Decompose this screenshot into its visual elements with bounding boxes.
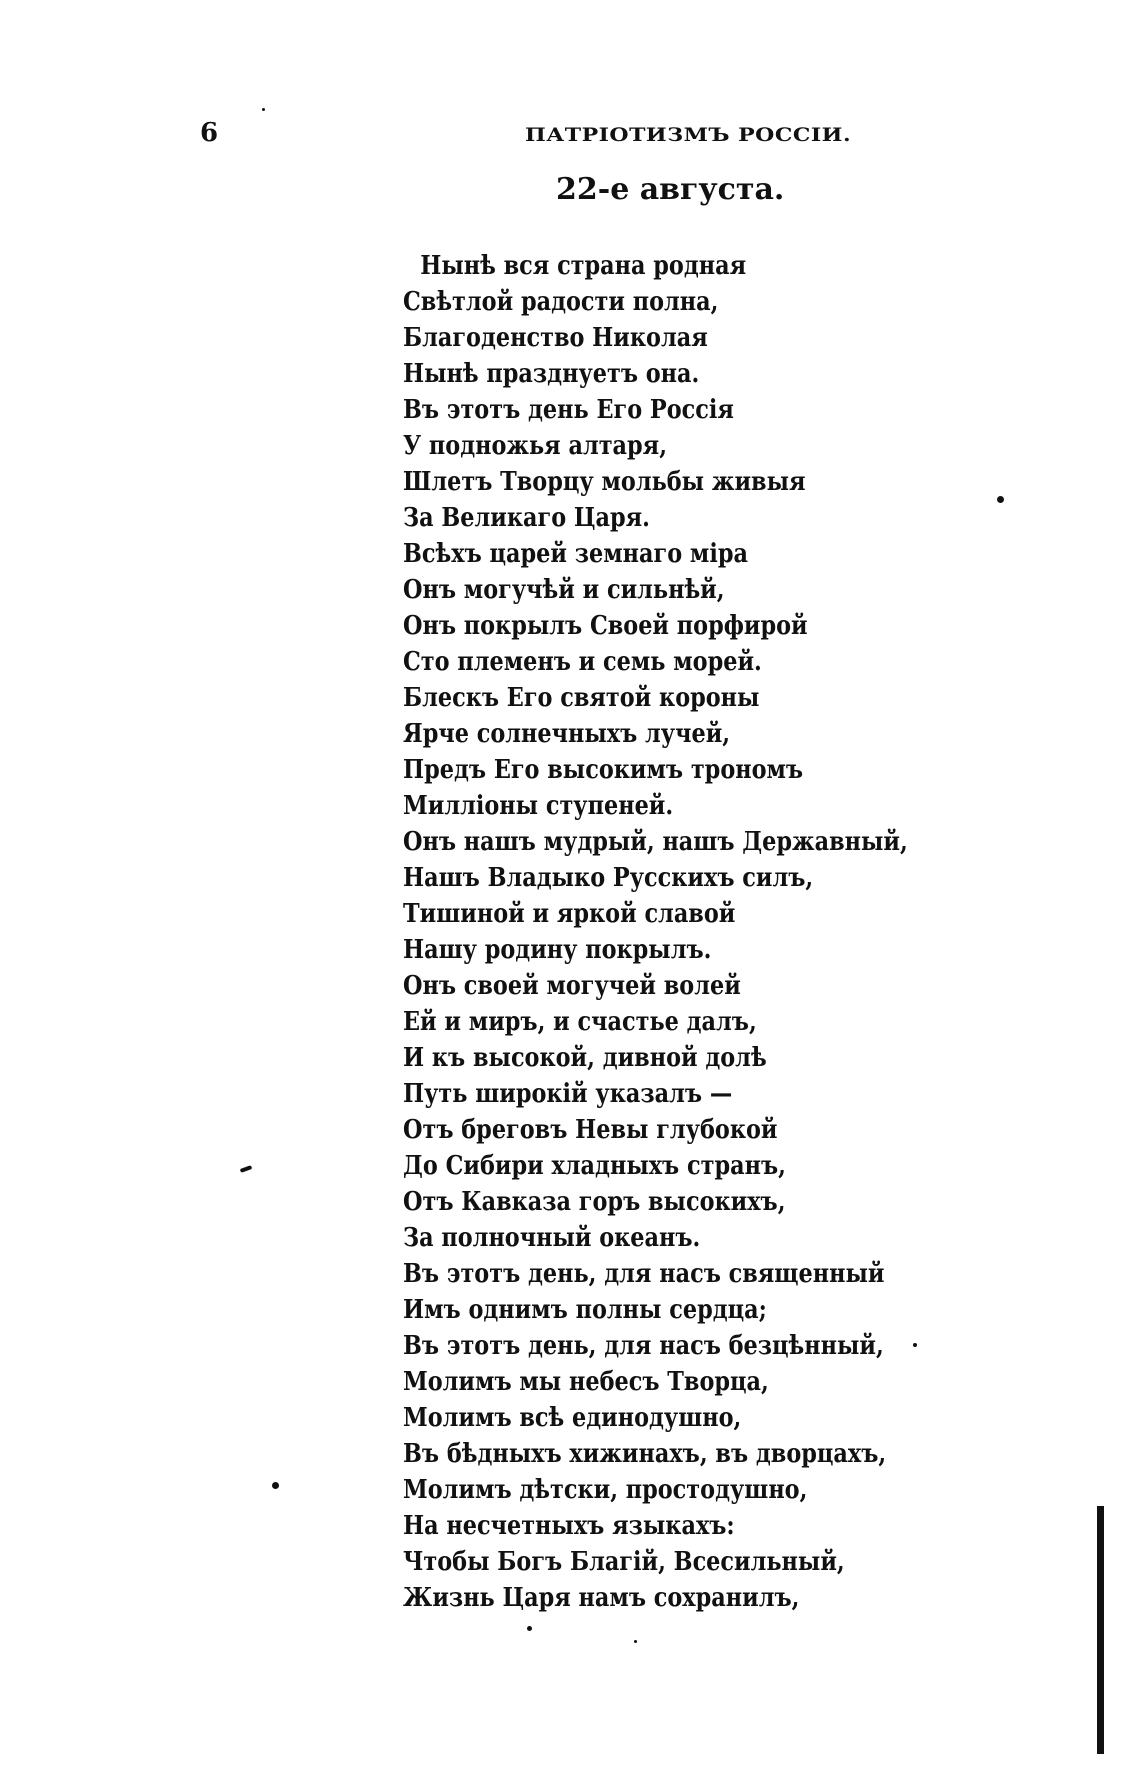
- poem-line: Блескъ Его святой короны: [403, 683, 760, 713]
- poem-line: Отъ бреговъ Невы глубокой: [403, 1115, 778, 1145]
- poem-line: У подножья алтаря,: [403, 431, 667, 461]
- scan-speck: [913, 1343, 917, 1347]
- poem-line: Въ этотъ день, для насъ священный: [403, 1259, 885, 1289]
- poem-line: Всѣхъ царей земнаго міра: [403, 539, 748, 569]
- poem-line: Ярче солнечныхъ лучей,: [403, 719, 731, 749]
- scan-speck: [527, 1626, 532, 1631]
- poem-line: Въ этотъ день, для насъ безцѣнный,: [403, 1331, 884, 1361]
- poem-line: Отъ Кавказа горъ высокихъ,: [403, 1187, 786, 1217]
- poem-title: 22-е августа.: [556, 172, 785, 207]
- poem-line: Въ этотъ день Его Россія: [403, 395, 734, 425]
- poem-line: До Сибири хладныхъ странъ,: [403, 1151, 786, 1181]
- scan-speck: [997, 496, 1004, 503]
- poem-line: За полночный океанъ.: [403, 1223, 701, 1253]
- poem-line: Чтобы Богъ Благій, Всесильный,: [403, 1547, 845, 1577]
- scan-edge-mark: [1097, 1506, 1104, 1754]
- poem-line: Путь широкій указалъ —: [403, 1079, 733, 1109]
- poem-line: Нашъ Владыко Русскихъ силъ,: [403, 863, 814, 893]
- poem-line: Сто племенъ и семь морей.: [403, 647, 762, 677]
- poem-line: Въ бѣдныхъ хижинахъ, въ дворцахъ,: [403, 1439, 887, 1469]
- scan-speck: [634, 1640, 637, 1643]
- poem-line: Предъ Его высокимъ трономъ: [403, 755, 804, 785]
- scan-speck: [272, 1482, 279, 1489]
- poem-line: Молимъ дѣтски, простодушно,: [403, 1475, 808, 1505]
- poem-line: За Великаго Царя.: [403, 503, 650, 533]
- running-head: ПАТРІОТИЗМЪ РОССІИ.: [525, 124, 852, 147]
- scan-speck: [262, 108, 265, 111]
- page-number: 6: [200, 118, 219, 148]
- poem-text: [403, 248, 990, 1616]
- poem-line: Милліоны ступеней.: [403, 791, 674, 821]
- poem-line: Ей и миръ, и счастье далъ,: [403, 1007, 757, 1037]
- poem-line: Нынѣ празднуетъ она.: [403, 359, 700, 389]
- poem-line: Свѣтлой радости полна,: [403, 287, 719, 317]
- poem-line: Шлетъ Творцу мольбы живыя: [403, 467, 806, 497]
- poem-line: Онъ покрылъ Своей порфирой: [403, 611, 808, 641]
- poem-line: На несчетныхъ языкахъ:: [403, 1511, 735, 1541]
- poem-line: Онъ нашъ мудрый, нашъ Державный,: [403, 827, 908, 857]
- poem-line: Имъ однимъ полны сердца;: [403, 1295, 767, 1325]
- poem-line: Благоденство Николая: [403, 323, 708, 353]
- scan-speck: [240, 1165, 253, 1173]
- poem-line: Жизнь Царя намъ сохранилъ,: [403, 1583, 800, 1613]
- poem-line: Нынѣ вся страна родная: [420, 251, 747, 281]
- poem-line: Онъ своей могучей волей: [403, 971, 741, 1001]
- poem-line: Молимъ мы небесъ Творца,: [403, 1367, 769, 1397]
- poem-line: Тишиной и яркой славой: [403, 899, 736, 929]
- poem-line: Онъ могучѣй и сильнѣй,: [403, 575, 725, 605]
- poem-line: Нашу родину покрылъ.: [403, 935, 712, 965]
- poem-line: И къ высокой, дивной долѣ: [403, 1043, 767, 1073]
- poem-line: Молимъ всѣ единодушно,: [403, 1403, 742, 1433]
